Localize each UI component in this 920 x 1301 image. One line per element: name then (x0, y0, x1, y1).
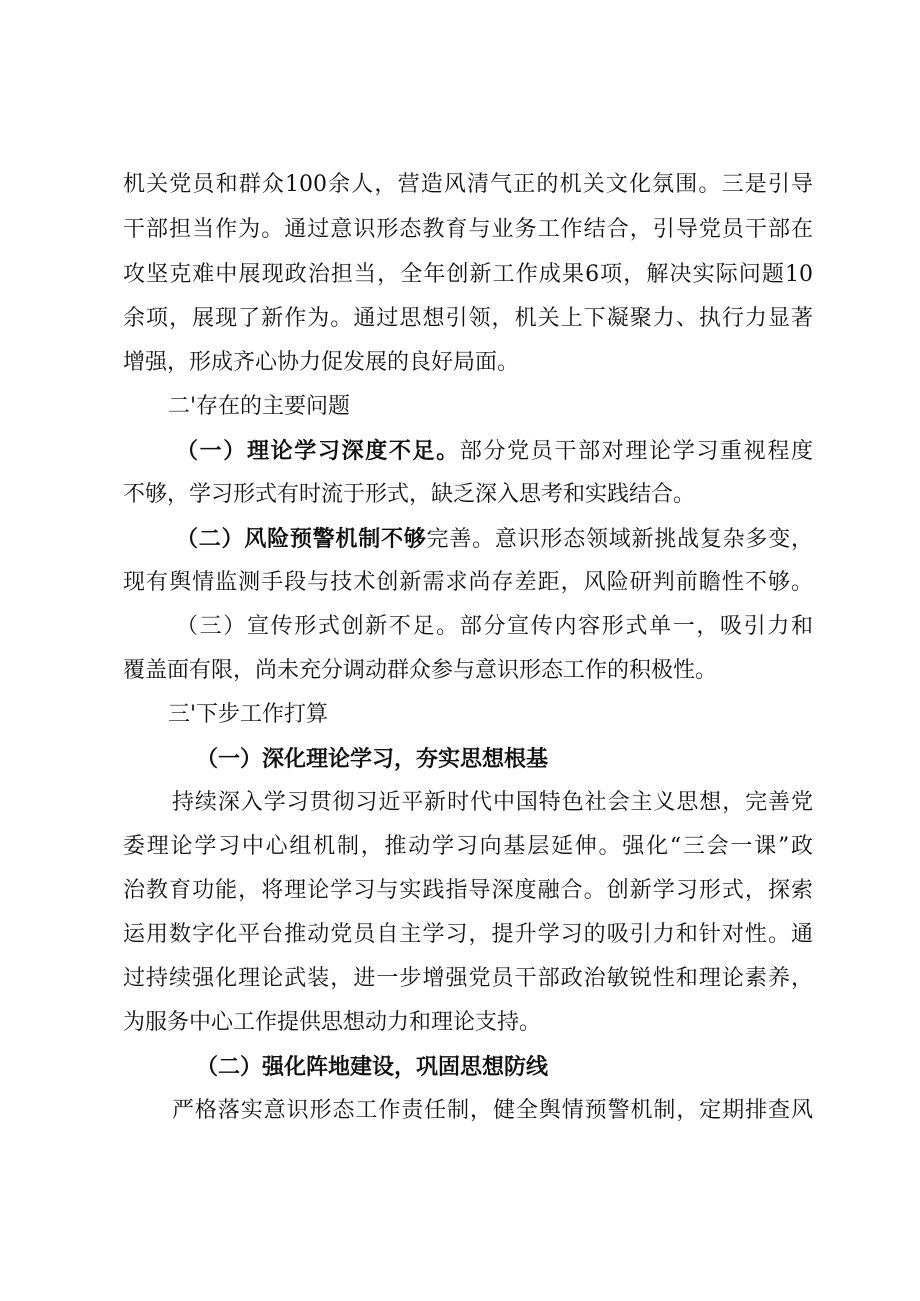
issue-title: （一）理论学习深度不足。 (176, 438, 460, 464)
body-text-line: 覆盖面有限，尚未充分调动群众参与意识形态工作的积极性。 (123, 658, 718, 683)
issue-title: （二）风险预警机制不够 (176, 526, 427, 552)
issue-paragraph-line (176, 431, 813, 471)
body-text-line: 过持续强化理论武装，进一步增强党员干部政治敏锐性和理论素养， (123, 966, 813, 991)
body-text-line: 为服务中心工作提供思想动力和理论支持。 (123, 1010, 542, 1035)
body-text-line: 余项，展现了新作为。通过思想引领，机关上下凝聚力、执行力显著 (123, 306, 813, 331)
body-text-line: 委理论学习中心组机制，推动学习向基层延伸。强化“三会一课”政 (123, 834, 813, 859)
body-text-line: 严格落实意识形态工作责任制，健全舆情预警机制，定期排查风 (172, 1098, 813, 1123)
body-text-line: 现有舆情监测手段与技术创新需求尚存差距，风险研判前瞻性不够。 (123, 570, 813, 595)
body-text-line: 不够，学习形式有时流于形式，缺乏深入思考和实践结合。 (123, 482, 696, 507)
body-text-line: 攻坚克难中展现政治担当，全年创新工作成果6项，解决实际问题10 (123, 262, 813, 287)
body-text-line: 干部担当作为。通过意识形态教育与业务工作结合，引导党员干部在 (123, 217, 813, 242)
issue-text: 部分党员干部对理论学习重视程度 (459, 439, 813, 464)
body-text-line: 运用数字化平台推动党员自主学习，提升学习的吸引力和针对性。通 (123, 922, 813, 947)
body-text-line: 持续深入学习贯彻习近平新时代中国特色社会主义思想，完善党 (172, 790, 813, 815)
body-text-line: 机关党员和群众100余人，营造风清气正的机关文化氛围。三是引导 (123, 172, 813, 197)
plan-title: （一）深化理论学习，夯实思想根基 (196, 746, 549, 772)
plan-title: （二）强化阵地建设，巩固思想防线 (196, 1054, 549, 1080)
issue-paragraph-line: （三）宣传形式创新不足。部分宣传内容形式单一，吸引力和 (176, 614, 813, 639)
issue-paragraph-line (176, 519, 813, 559)
body-text-line: 治教育功能，将理论学习与实践指导深度融合。创新学习形式，探索 (123, 878, 813, 903)
section-heading: 三'下步工作打算 (168, 702, 329, 727)
issue-text: 完善。意识形态领域新挑战复杂多变， (426, 527, 813, 552)
body-text-line: 增强，形成齐心协力促发展的良好局面。 (123, 350, 520, 375)
section-heading: 二'存在的主要问题 (168, 394, 351, 419)
